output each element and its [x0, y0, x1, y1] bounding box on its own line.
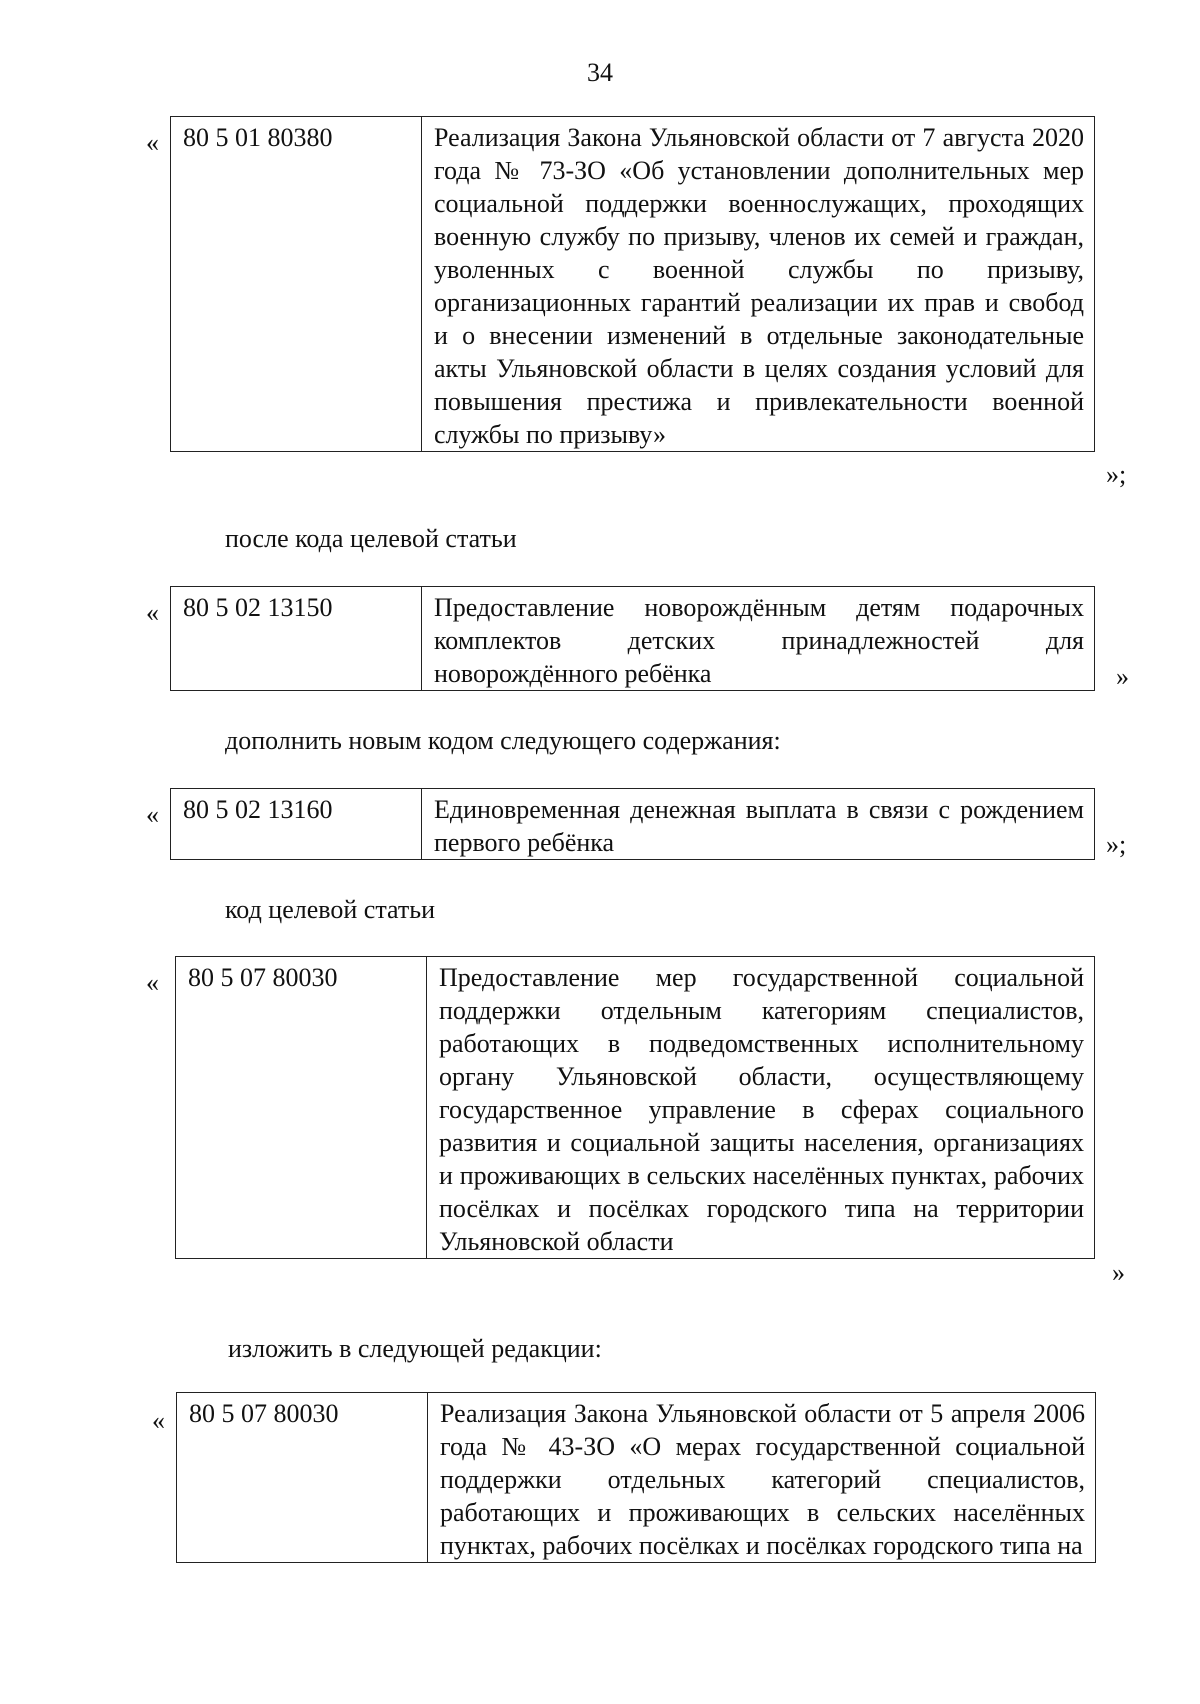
- instruction-text: код целевой статьи: [225, 895, 435, 924]
- code-table: [170, 116, 1095, 452]
- code-description: Предоставление новорождённым детям подарочных комплектов детских принадлежностей для новорождённого ребёнка: [422, 587, 1095, 691]
- page-number: 34: [587, 58, 613, 87]
- code-table: [175, 956, 1095, 1259]
- instruction-text: изложить в следующей редакции:: [228, 1334, 602, 1363]
- target-code: 80 5 02 13150: [171, 587, 422, 691]
- target-code: 80 5 07 80030: [176, 957, 427, 1259]
- open-quote: «: [146, 968, 159, 997]
- table-row: [171, 117, 1095, 452]
- table-row: [171, 587, 1095, 691]
- open-quote: «: [146, 800, 159, 829]
- table-row: [171, 789, 1095, 860]
- close-quote: »: [1116, 662, 1129, 691]
- open-quote: «: [146, 598, 159, 627]
- target-code: 80 5 01 80380: [171, 117, 422, 452]
- target-code: 80 5 02 13160: [171, 789, 422, 860]
- instruction-text: после кода целевой статьи: [225, 524, 517, 553]
- close-quote: »;: [1106, 460, 1127, 489]
- target-code: 80 5 07 80030: [177, 1393, 428, 1563]
- open-quote: «: [152, 1406, 165, 1435]
- code-description: Предоставление мер государственной социальной поддержки отдельным категориям специалистов, работающих в подведомственных исполнительному органу Ульяновской области, осуществляющему государственное управление в сферах социального развития и социальной защиты населения, организациях и проживающих в сельских населённых пунктах, рабочих посёлках и посёлках городского типа на территории Ульяновской области: [427, 957, 1095, 1259]
- code-description: Реализация Закона Ульяновской области от 5 апреля 2006 года № 43-ЗО «О мерах государственной социальной поддержки отдельных категорий специалистов, работающих и проживающих в сельских населённых пунктах, рабочих посёлках и посёлках городского типа на: [428, 1393, 1096, 1563]
- table-row: [176, 957, 1095, 1259]
- open-quote: «: [146, 128, 159, 157]
- close-quote: »: [1112, 1258, 1125, 1287]
- code-table: [170, 586, 1095, 691]
- code-table: [170, 788, 1095, 860]
- code-description: Реализация Закона Ульяновской области от 7 августа 2020 года № 73-ЗО «Об установлении дополнительных мер социальной поддержки военнослужащих, проходящих военную службу по призыву, членов их семей и граждан, уволенных с военной службы по призыву, организационных гарантий реализации их прав и свобод и о внесении изменений в отдельные законодательные акты Ульяновской области в целях создания условий для повышения престижа и привлекательности военной службы по призыву»: [422, 117, 1095, 452]
- code-description: Единовременная денежная выплата в связи с рождением первого ребёнка: [422, 789, 1095, 860]
- instruction-text: дополнить новым кодом следующего содержания:: [225, 726, 781, 755]
- close-quote: »;: [1106, 830, 1127, 859]
- code-table: [176, 1392, 1096, 1563]
- table-row: [177, 1393, 1096, 1563]
